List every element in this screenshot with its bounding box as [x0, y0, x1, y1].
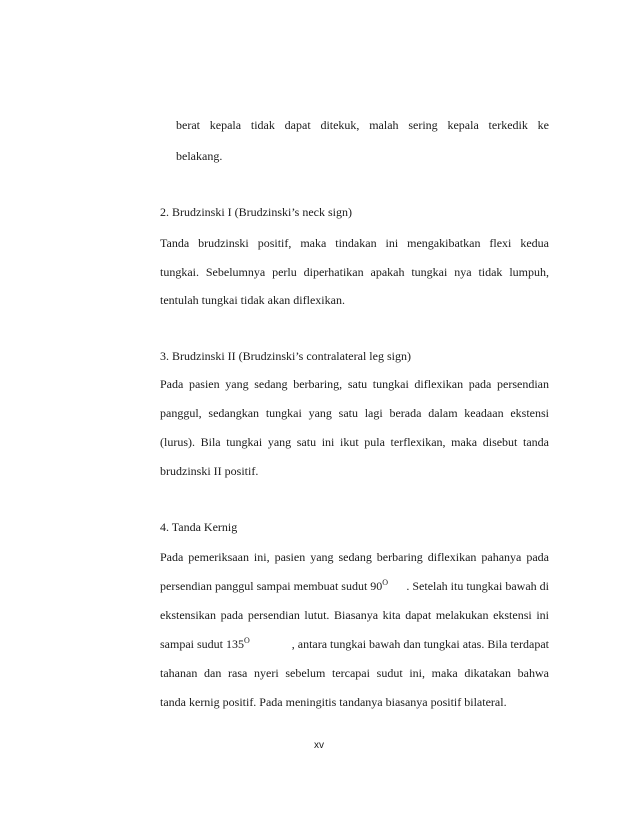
section-2-line-1: Tanda brudzinski positif, maka tindakan ini mengakibatkan flexi kedua [160, 236, 549, 250]
section-4-line-4-left: sampai sudut $135^O$ [160, 636, 250, 651]
intro-line-1: berat kepala tidak dapat ditekuk, malah sering kepala terkedik ke [176, 118, 549, 132]
section-4-line-4-right: , antara tungkai bawah dan tungkai atas. Bila terdapat [291, 637, 549, 651]
section-2-line-2: tungkai. Sebelumnya perlu diperhatikan apakah tungkai nya tidak lumpuh, [160, 265, 549, 279]
section-3-line-3: (lurus). Bila tungkai yang satu ini ikut pula terflexikan, maka disebut tanda [160, 435, 549, 449]
section-4-heading: 4. Tanda Kernig [160, 520, 238, 534]
section-4-line-4 [160, 637, 549, 651]
section-4-line-1: Pada pemeriksaan ini, pasien yang sedang berbaring diflexikan pahanya pada [160, 550, 549, 564]
section-4-line-2-right: . Setelah itu tungkai bawah di [406, 579, 549, 593]
section-4-line-3: ekstensikan pada persendian lutut. Biasanya kita dapat melakukan ekstensi ini [160, 608, 549, 622]
section-3-line-2: panggul, sedangkan tungkai yang satu lagi berada dalam keadaan ekstensi [160, 406, 549, 420]
section-3-line-4: brudzinski II positif. [160, 464, 259, 478]
degree-superscript: O [382, 578, 389, 587]
intro-line-2: belakang. [176, 149, 223, 163]
degree-superscript: O [244, 636, 250, 645]
page-number: xv [314, 740, 324, 751]
section-4-line-6: tanda kernig positif. Pada meningitis tandanya biasanya positif bilateral. [160, 695, 507, 709]
section-3-line-1: Pada pasien yang sedang berbaring, satu tungkai diflexikan pada persendian [160, 377, 549, 391]
section-2-heading: 2. Brudzinski I (Brudzinski’s neck sign) [160, 205, 352, 219]
section-2-line-3: tentulah tungkai tidak akan diflexikan. [160, 293, 345, 307]
section-4-line-2-left: persendian panggul sampai membuat sudut $90^O$ [160, 578, 389, 593]
section-4-line-2 [160, 579, 549, 593]
section-3-heading: 3. Brudzinski II (Brudzinski’s contralateral leg sign) [160, 349, 411, 363]
section-4-line-5: tahanan dan rasa nyeri sebelum tercapai sudut ini, maka dikatakan bahwa [160, 666, 549, 680]
